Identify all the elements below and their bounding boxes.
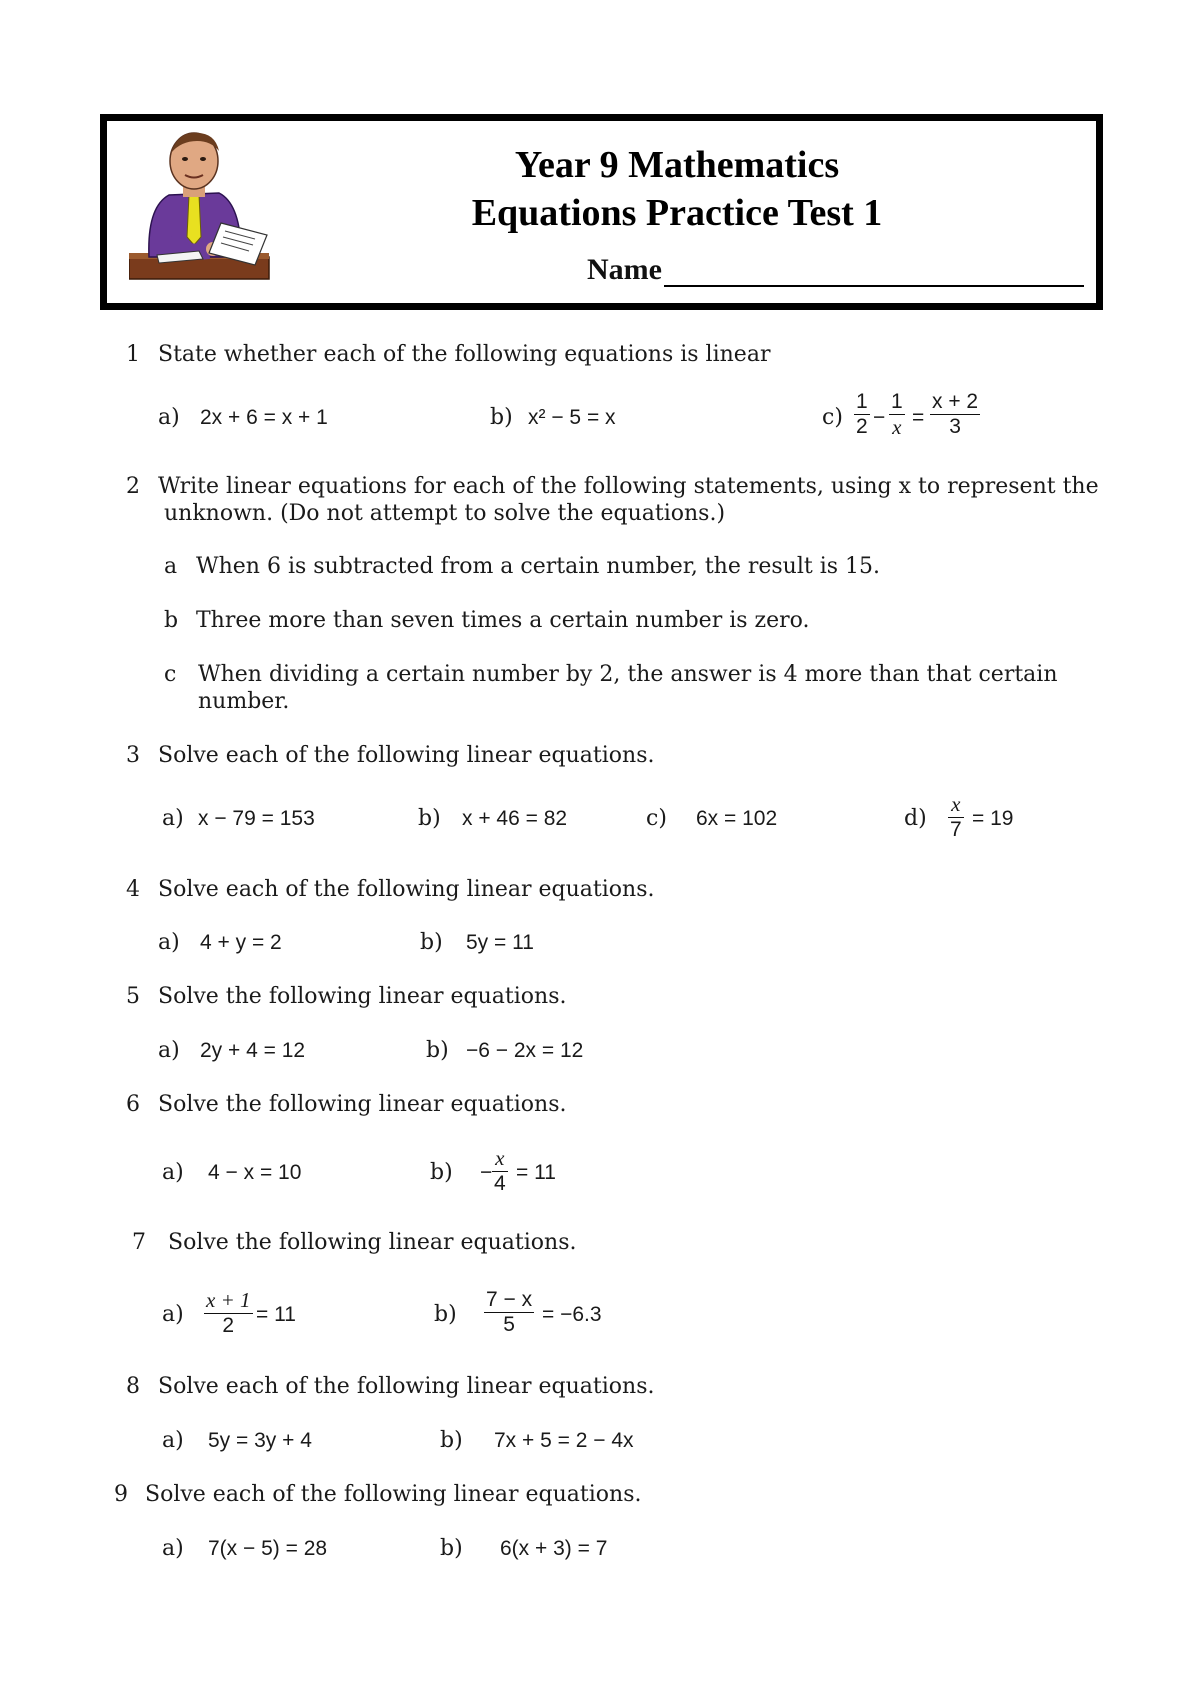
- q1b-expression: x² − 5 = x: [528, 406, 616, 429]
- q5b-expression: −6 − 2x = 12: [466, 1039, 584, 1062]
- q5a-expression: 2y + 4 = 12: [200, 1039, 306, 1062]
- q6b-prefix: −: [480, 1161, 493, 1184]
- q4a-label: a): [158, 930, 180, 955]
- q3a-label: a): [162, 806, 184, 831]
- q1c-f1-denominator: 2: [856, 415, 868, 438]
- q9b-expression: 6(x + 3) = 7: [500, 1537, 608, 1560]
- q5-text: Solve the following linear equations.: [158, 984, 567, 1009]
- q1c-operator-1: −: [873, 406, 886, 429]
- q9-number: 9: [114, 1482, 128, 1507]
- name-label: Name: [587, 253, 662, 286]
- q3-text: Solve each of the following linear equations.: [158, 743, 655, 768]
- name-field: [587, 253, 1084, 287]
- name-blank-line[interactable]: [664, 259, 1084, 287]
- q5-number: 5: [126, 984, 140, 1009]
- q6b-denominator: 4: [494, 1172, 506, 1195]
- q4-number: 4: [126, 877, 140, 902]
- q1a-expression: 2x + 6 = x + 1: [200, 406, 328, 429]
- q6a-label: a): [162, 1160, 184, 1185]
- q1c-f2-denominator: x: [889, 414, 905, 440]
- q4b-label: b): [420, 930, 443, 955]
- header-box: [100, 114, 1103, 310]
- q7a-fraction: [204, 1288, 253, 1338]
- q3c-label: c): [646, 806, 667, 831]
- q6b-numerator: x: [495, 1146, 505, 1170]
- q2a-label: a: [164, 554, 178, 579]
- q7b-fraction: [484, 1288, 534, 1337]
- q9b-label: b): [440, 1536, 463, 1561]
- q8a-label: a): [162, 1428, 184, 1453]
- q2-text-line-2: unknown. (Do not attempt to solve the equations.): [164, 501, 726, 526]
- q2-text-line-1: Write linear equations for each of the following statements, using x to represent the: [158, 474, 1099, 499]
- q3-number: 3: [126, 743, 140, 768]
- q2c-label: c: [164, 662, 177, 687]
- q7a-numerator: x + 1: [206, 1288, 251, 1312]
- q6-number: 6: [126, 1092, 140, 1117]
- q7b-label: b): [434, 1302, 457, 1327]
- q7-text: Solve the following linear equations.: [168, 1230, 577, 1255]
- q3c-expression: 6x = 102: [696, 807, 778, 830]
- q6-text: Solve the following linear equations.: [158, 1092, 567, 1117]
- q6b-label: b): [430, 1160, 453, 1185]
- q7b-denominator: 5: [484, 1312, 534, 1337]
- q8b-expression: 7x + 5 = 2 − 4x: [494, 1429, 634, 1452]
- q9a-expression: 7(x − 5) = 28: [208, 1537, 328, 1560]
- q2c-text-line-1: When dividing a certain number by 2, the answer is 4 more than that certain: [198, 662, 1058, 687]
- q3b-label: b): [418, 806, 441, 831]
- q3b-expression: x + 46 = 82: [462, 807, 568, 830]
- title-line-1: Year 9 Mathematics: [514, 144, 840, 186]
- q2b-label: b: [164, 608, 179, 633]
- q1c-f1-numerator: 1: [856, 390, 868, 413]
- q1c-fraction-2: [889, 390, 905, 440]
- q9-text: Solve each of the following linear equations.: [145, 1482, 642, 1507]
- q1-text: State whether each of the following equations is linear: [158, 342, 771, 367]
- q1a-label: a): [158, 405, 180, 430]
- q2b-text: Three more than seven times a certain number is zero.: [196, 608, 810, 633]
- q8-number: 8: [126, 1374, 140, 1399]
- q8a-expression: 5y = 3y + 4: [208, 1429, 312, 1452]
- q6b-rhs: = 11: [516, 1161, 556, 1184]
- q7b-rhs: = −6.3: [542, 1303, 602, 1326]
- q1b-label: b): [490, 405, 513, 430]
- q3d-rhs: = 19: [972, 807, 1014, 830]
- q2a-text: When 6 is subtracted from a certain number, the result is 15.: [196, 554, 881, 579]
- q1c-f3-numerator: x + 2: [932, 390, 979, 413]
- q4-text: Solve each of the following linear equations.: [158, 877, 655, 902]
- title-line-2: Equations Practice Test 1: [471, 192, 883, 234]
- q1c-f2-numerator: 1: [891, 390, 903, 413]
- q1c-label: c): [822, 405, 843, 430]
- teacher-illustration: [129, 127, 279, 297]
- q7-number: 7: [132, 1230, 146, 1255]
- q1-number: 1: [126, 342, 140, 367]
- q6b-fraction: [492, 1146, 508, 1196]
- q1c-fraction-3: [930, 390, 980, 439]
- q8-text: Solve each of the following linear equations.: [158, 1374, 655, 1399]
- q7a-rhs: = 11: [256, 1303, 296, 1326]
- q7a-label: a): [162, 1302, 184, 1327]
- q3d-fraction: [948, 792, 964, 842]
- q4b-expression: 5y = 11: [466, 931, 534, 954]
- q8b-label: b): [440, 1428, 463, 1453]
- q2-number: 2: [126, 474, 140, 499]
- q6a-expression: 4 − x = 10: [208, 1161, 302, 1184]
- q3d-label: d): [904, 806, 927, 831]
- q5b-label: b): [426, 1038, 449, 1063]
- q2c-text-line-2: number.: [198, 689, 290, 714]
- q3a-expression: x − 79 = 153: [198, 807, 315, 830]
- q4a-expression: 4 + y = 2: [200, 931, 282, 954]
- q1c-operator-2: =: [912, 406, 925, 429]
- q7b-numerator: 7 − x: [486, 1288, 533, 1311]
- q5a-label: a): [158, 1038, 180, 1063]
- q3d-denominator: 7: [950, 818, 962, 841]
- q7a-denominator: 2: [204, 1313, 253, 1338]
- q1c-fraction-1: [854, 390, 870, 439]
- q1c-f3-denominator: 3: [930, 414, 980, 439]
- q3d-numerator: x: [951, 792, 961, 816]
- q9a-label: a): [162, 1536, 184, 1561]
